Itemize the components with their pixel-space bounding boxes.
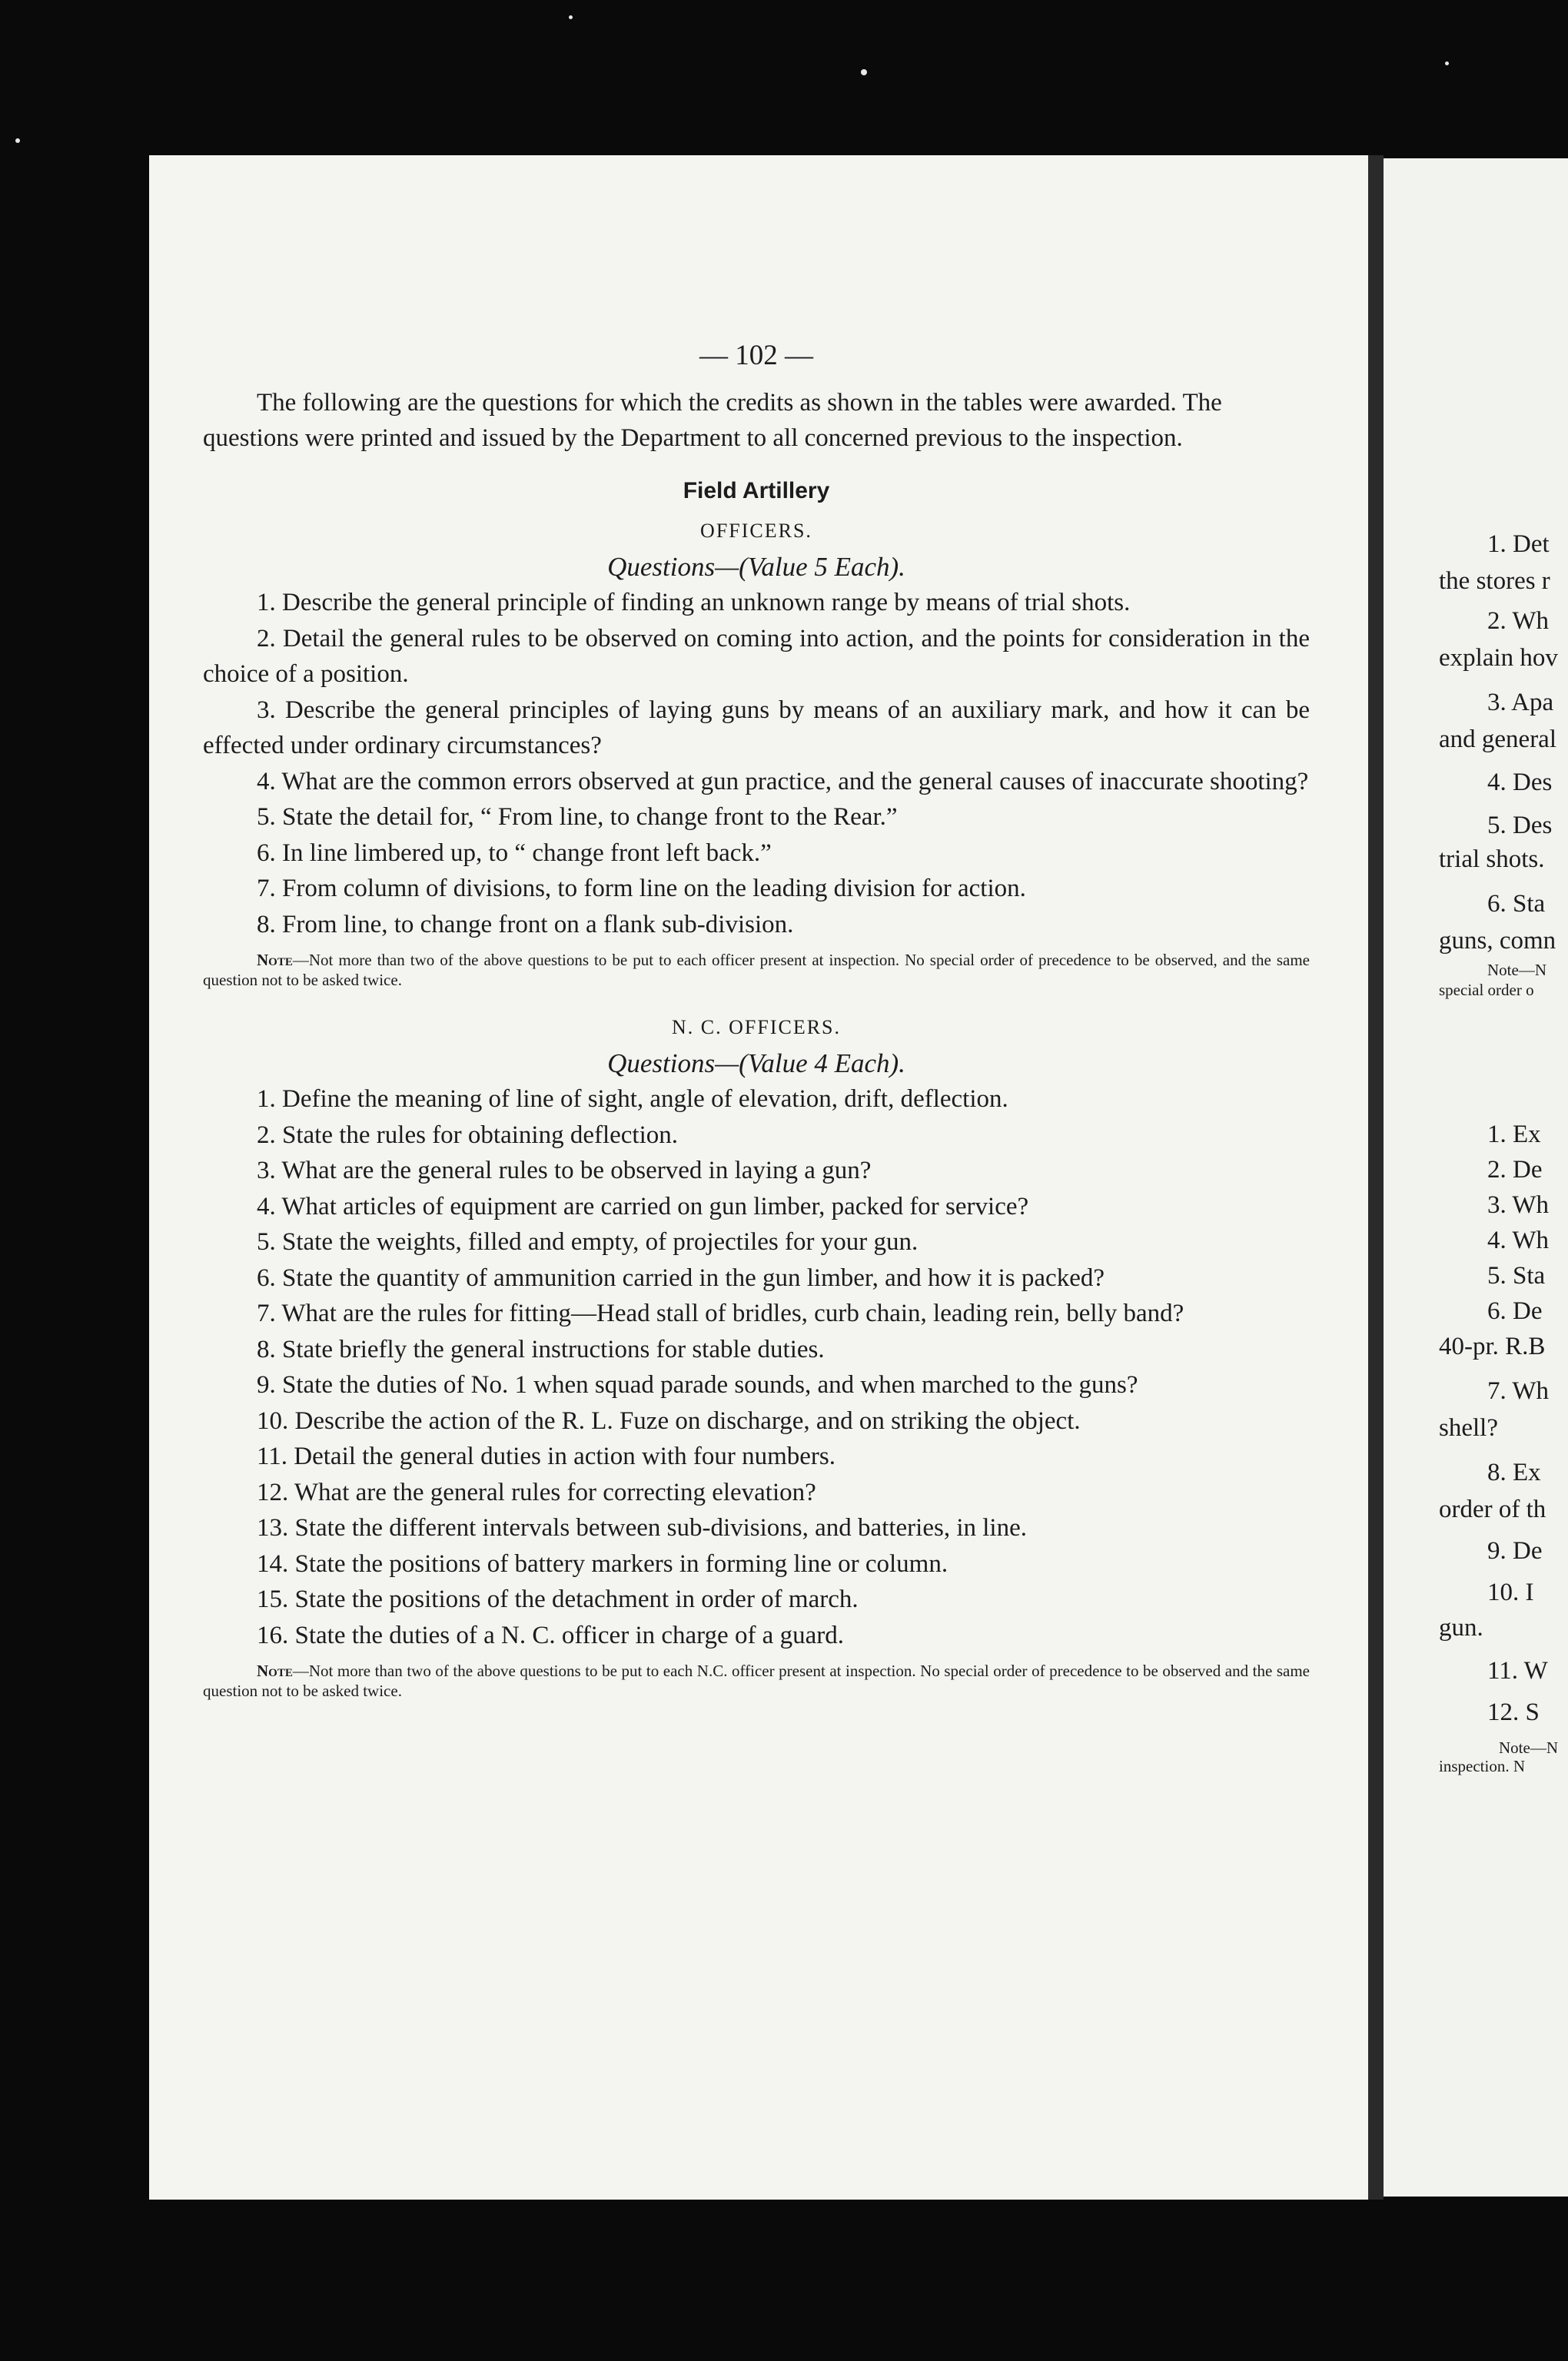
page-number: — 102 — (699, 340, 813, 371)
note-text: —Not more than two of the above questions to be put to each officer present at inspection. No special order of precedence to be observed, and the same question not to be asked twice. (203, 951, 1310, 989)
officers-question: 4. What are the common errors observed at gun practice, and the general causes of inaccurate shooting? (257, 767, 1309, 795)
facing-line: order of th (1439, 1496, 1546, 1523)
facing-line: 40-pr. R.B (1439, 1333, 1546, 1360)
nco-question: 15. State the positions of the detachment in order of march. (257, 1586, 859, 1613)
nco-note (203, 1661, 1310, 1701)
facing-line: 3. Apa (1487, 689, 1554, 716)
facing-line: shell? (1439, 1414, 1498, 1442)
facing-line: explain hov (1439, 644, 1558, 672)
section-title: Field Artillery (683, 477, 830, 503)
nco-question: 11. Detail the general duties in action with four numbers. (257, 1443, 835, 1470)
facing-line: 5. Des (1487, 812, 1553, 839)
nco-question: 10. Describe the action of the R. L. Fuze on discharge, and on striking the object. (257, 1406, 1081, 1435)
nco-question: 2. State the rules for obtaining deflection. (257, 1121, 679, 1149)
facing-line: the stores r (1439, 567, 1550, 595)
facing-line: 3. Wh (1487, 1191, 1550, 1219)
officers-question: 2. Detail the general rules to be observed on coming into action, and the points for consideration in the choice of a position. (203, 624, 1310, 688)
nco-question: 3. What are the general rules to be observed in laying a gun? (257, 1157, 872, 1184)
officers-question: 5. State the detail for, “ From line, to change front to the Rear.” (257, 803, 898, 831)
facing-line: 2. Wh (1487, 607, 1550, 635)
note-text: —Not more than two of the above questions to be put to each N.C. officer present at inspection. No special order of precedence to be observed and the same question not to be asked twice. (203, 1662, 1310, 1700)
facing-line: 10. I (1487, 1579, 1534, 1606)
facing-line: gun. (1439, 1614, 1483, 1642)
speck (861, 69, 867, 75)
facing-line: 6. De (1487, 1297, 1543, 1325)
facing-line: Note—N (1487, 961, 1546, 979)
nco-title: N. C. OFFICERS. (672, 1016, 841, 1038)
facing-line: 4. Wh (1487, 1227, 1550, 1254)
nco-question: 1. Define the meaning of line of sight, angle of elevation, drift, deflection. (257, 1085, 1008, 1113)
note-label: Note (257, 1662, 293, 1680)
facing-line: trial shots. (1439, 845, 1545, 873)
nco-question: 16. State the duties of a N. C. officer in charge of a guard. (257, 1621, 844, 1649)
facing-line: 9. De (1487, 1537, 1543, 1565)
nco-value-line: Questions—(Value 4 Each). (607, 1048, 905, 1078)
officers-question: 3. Describe the general principles of laying guns by means of an auxiliary mark, and how it can be effected under ordinary circumstances? (203, 696, 1310, 759)
facing-line: 6. Sta (1487, 890, 1546, 918)
facing-line: 5. Sta (1487, 1262, 1546, 1290)
nco-question: 7. What are the rules for fitting—Head stall of bridles, curb chain, leading rein, belly band? (257, 1300, 1184, 1327)
facing-line: guns, comn (1439, 927, 1556, 955)
facing-line: and general (1439, 726, 1556, 753)
facing-line: 2. De (1487, 1156, 1543, 1184)
officers-question: 6. In line limbered up, to “ change front left back.” (257, 838, 772, 867)
nco-question: 9. State the duties of No. 1 when squad parade sounds, and when marched to the guns? (257, 1371, 1138, 1399)
page-content (203, 338, 1310, 1721)
facing-line: 8. Ex (1487, 1459, 1541, 1486)
officers-question: 1. Describe the general principle of finding an unknown range by means of trial shots. (257, 589, 1131, 616)
facing-line: special order o (1439, 981, 1534, 999)
note-label: Note (257, 951, 293, 969)
facing-line: 11. W (1487, 1657, 1548, 1685)
facing-line: 4. Des (1487, 769, 1553, 796)
officers-title: OFFICERS. (700, 520, 812, 542)
officers-note (203, 950, 1310, 990)
nco-question: 12. What are the general rules for correcting elevation? (257, 1478, 816, 1506)
officers-value-line: Questions—(Value 5 Each). (607, 551, 905, 582)
nco-question: 4. What articles of equipment are carried on gun limber, packed for service? (257, 1192, 1029, 1220)
speck (1445, 61, 1449, 65)
facing-line: 12. S (1487, 1699, 1540, 1726)
facing-line: Note—N (1499, 1738, 1558, 1757)
facing-line: 1. Det (1487, 530, 1550, 558)
nco-question: 6. State the quantity of ammunition carried in the gun limber, and how it is packed? (257, 1264, 1105, 1292)
nco-question: 13. State the different intervals between sub-divisions, and batteries, in line. (257, 1514, 1027, 1542)
nco-question: 5. State the weights, filled and empty, of projectiles for your gun. (257, 1228, 919, 1256)
intro-paragraph: The following are the questions for which the credits as shown in the tables were awarded. The questions were printed and issued by the Department to all concerned previous to the inspection. (203, 388, 1222, 452)
speck (569, 15, 573, 19)
officers-question: 7. From column of divisions, to form line on the leading division for action. (257, 875, 1026, 902)
speck (15, 138, 20, 143)
nco-question: 8. State briefly the general instructions for stable duties. (257, 1335, 825, 1363)
nco-question: 14. State the positions of battery markers in forming line or column. (257, 1549, 948, 1578)
officers-question: 8. From line, to change front on a flank sub-division. (257, 910, 794, 938)
facing-line: 7. Wh (1487, 1377, 1550, 1405)
facing-line: inspection. N (1439, 1757, 1525, 1775)
facing-line: 1. Ex (1487, 1121, 1541, 1148)
